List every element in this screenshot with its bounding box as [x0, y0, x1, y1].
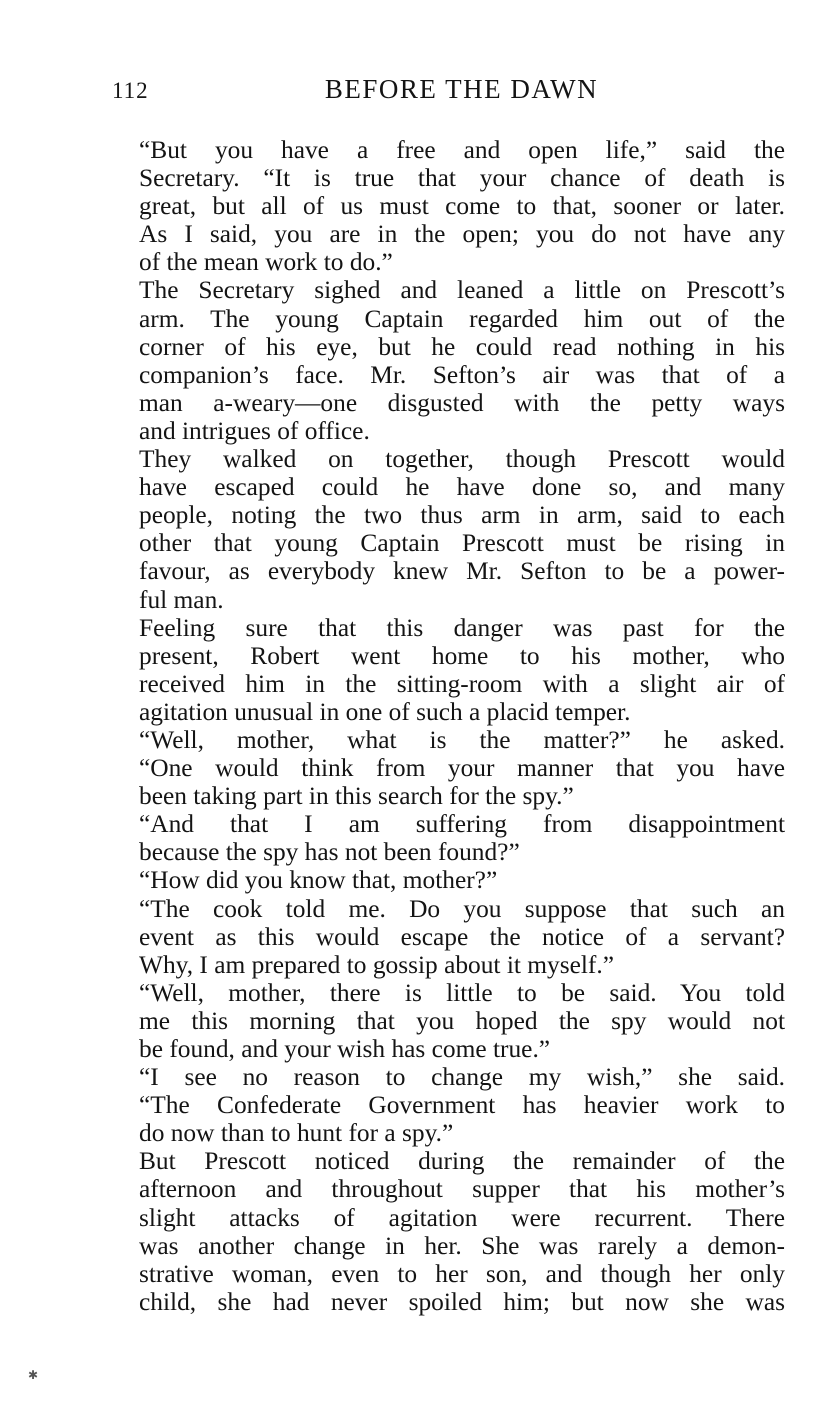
text-line: “One would think from your manner that you have: [139, 754, 785, 783]
text-line: child, she had never spoiled him; but now she was: [139, 1287, 785, 1316]
running-title: BEFORE THE DAWN: [324, 74, 599, 104]
text-line: As I said, you are in the open; you do not have any: [139, 220, 785, 249]
paragraph: [111, 810, 785, 866]
text-line: great, but all of us must come to that, sooner or later.: [139, 192, 785, 221]
text-line: Why, I am prepared to gossip about it myself.”: [139, 950, 615, 979]
text-line: “Well, mother, what is the matter?” he asked.: [139, 725, 785, 754]
paragraph: [111, 136, 785, 276]
text-line: do now than to hunt for a spy.”: [139, 1119, 454, 1148]
body-text: [111, 136, 785, 1316]
text-line: “How did you know that, mother?”: [139, 866, 498, 895]
text-line: favour, as everybody knew Mr. Sefton to be a power-: [139, 557, 785, 586]
text-line: because the spy has not been found?”: [139, 838, 520, 867]
text-line: event as this would escape the notice of a servant?: [139, 922, 785, 951]
running-head: [112, 74, 787, 110]
text-line: been taking part in this search for the spy.”: [139, 782, 574, 811]
text-line: other that young Captain Prescott must be rising in: [139, 529, 785, 558]
text-line: “But you have a free and open life,” said the: [139, 136, 785, 164]
text-line: “And that I am suffering from disappointment: [139, 810, 785, 839]
text-line: Feeling sure that this danger was past for the: [139, 613, 785, 642]
paragraph: [111, 614, 785, 726]
text-line: The Secretary sighed and leaned a little on Prescott’s: [139, 276, 785, 305]
text-line: received him in the sitting-room with a slight air of: [139, 669, 785, 698]
text-line: “Well, mother, there is little to be said. You told: [139, 978, 785, 1007]
paragraph: [111, 1147, 785, 1316]
text-line: be found, and your wish has come true.”: [139, 1035, 551, 1063]
paragraph: [111, 445, 785, 614]
text-line: ful man.: [139, 585, 224, 614]
text-line: of the mean work to do.”: [139, 248, 393, 277]
text-line: afternoon and throughout supper that his mother’s: [139, 1175, 785, 1204]
text-line: companion’s face. Mr. Sefton’s air was that of a: [139, 360, 785, 389]
text-line: Secretary. “It is true that your chance of death is: [139, 164, 785, 193]
text-line: “The Confederate Government has heavier work to: [139, 1091, 785, 1120]
paragraph: [111, 895, 785, 979]
text-line: They walked on together, though Prescott would: [139, 445, 785, 474]
paragraph: [111, 866, 785, 894]
text-line: strative woman, even to her son, and though her only: [139, 1259, 785, 1288]
text-line: But Prescott noticed during the remainder of the: [139, 1147, 785, 1176]
text-line: “I see no reason to change my wish,” she said.: [139, 1063, 785, 1092]
text-line: arm. The young Captain regarded him out of the: [139, 304, 785, 333]
paragraph: [111, 726, 785, 810]
text-line: man a-weary—one disgusted with the petty ways: [139, 388, 785, 417]
paragraph: [111, 979, 785, 1063]
ink-smudge-icon: ✱: [28, 1368, 39, 1382]
page-number: 112: [112, 78, 149, 103]
text-line: people, noting the two thus arm in arm, said to each: [139, 501, 785, 530]
text-line: and intrigues of office.: [139, 416, 370, 445]
text-line: slight attacks of agitation were recurrent. There: [139, 1203, 785, 1232]
text-line: have escaped could he have done so, and many: [139, 473, 785, 502]
text-line: was another change in her. She was rarely a demon-: [139, 1231, 785, 1260]
paragraph: [111, 276, 785, 445]
text-line: me this morning that you hoped the spy would not: [139, 1006, 785, 1035]
text-line: “The cook told me. Do you suppose that such an: [139, 894, 785, 923]
text-line: corner of his eye, but he could read nothing in his: [139, 332, 785, 361]
paragraph: [111, 1063, 785, 1147]
text-line: agitation unusual in one of such a placid temper.: [139, 697, 631, 726]
text-line: present, Robert went home to his mother, who: [139, 641, 785, 670]
